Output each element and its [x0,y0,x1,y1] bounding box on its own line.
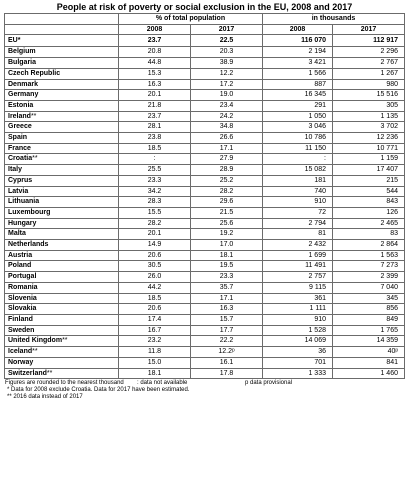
thousands-2008: 14 069 [263,336,333,347]
pct-2017: 20.3 [191,47,263,58]
pct-2017: 18.1 [191,250,263,261]
thousands-2008: 1 566 [263,68,333,79]
country-cell [5,272,119,283]
header-year: 2017 [191,24,263,35]
country-cell [5,314,119,325]
pct-2017: 16.3 [191,304,263,315]
country-name: Bulgaria [8,59,37,67]
header-year: 2008 [119,24,191,35]
table-row [5,282,405,293]
thousands-2017: 1 460 [333,368,405,379]
country-name: Norway [8,358,34,366]
footnotes [5,380,407,401]
thousands-2008: : [263,154,333,165]
country-cell [5,325,119,336]
country-name: Romania [8,283,38,291]
country-name: Cyprus [8,176,33,184]
header-thousands-group: in thousands [263,14,405,25]
table-row [5,272,405,283]
pct-2008: 23.8 [119,133,191,144]
thousands-2008: 2 757 [263,272,333,283]
thousands-2017: 345 [333,293,405,304]
pct-2017: 19.5 [191,261,263,272]
table-row [5,325,405,336]
pct-2008: 18.1 [119,368,191,379]
table-row [5,143,405,154]
pct-2008: 28.2 [119,218,191,229]
note-provisional: p data provisional [245,380,293,387]
table-row [5,68,405,79]
thousands-2008: 10 786 [263,133,333,144]
country-cell [5,79,119,90]
thousands-2017: 856 [333,304,405,315]
thousands-2017: 215 [333,175,405,186]
country-name: Luxembourg [8,208,51,216]
pct-2008: 15.0 [119,357,191,368]
pct-2017: 24.2 [191,111,263,122]
pct-2008: : [119,154,191,165]
country-name: Spain [8,134,28,142]
thousands-2008: 1 528 [263,325,333,336]
table-row [5,186,405,197]
thousands-2017: 980 [333,79,405,90]
thousands-2008: 701 [263,357,333,368]
country-cell [5,165,119,176]
thousands-2017: 1 267 [333,68,405,79]
pct-2008: 15.5 [119,207,191,218]
country-cell [5,250,119,261]
thousands-2017: 14 359 [333,336,405,347]
poverty-table [4,13,405,379]
table-row [5,250,405,261]
thousands-2017: 15 516 [333,90,405,101]
pct-2017: 23.4 [191,100,263,111]
table-row [5,175,405,186]
country-cell [5,240,119,251]
pct-2008: 20.1 [119,90,191,101]
country-name: Denmark [8,80,38,88]
country-cell [5,90,119,101]
thousands-2008: 740 [263,186,333,197]
thousands-2008: 181 [263,175,333,186]
thousands-2017: 305 [333,100,405,111]
thousands-2008: 11 491 [263,261,333,272]
header-year: 2017 [333,24,405,35]
thousands-2017: 2 864 [333,240,405,251]
pct-2008: 16.7 [119,325,191,336]
pct-2017: 12.2ᵖ [191,347,263,358]
thousands-2017: 7 273 [333,261,405,272]
table-row [5,122,405,133]
pct-2017: 17.8 [191,368,263,379]
thousands-2008: 81 [263,229,333,240]
country-cell [5,47,119,58]
pct-2008: 14.9 [119,240,191,251]
pct-2008: 17.4 [119,314,191,325]
country-cell [5,336,119,347]
thousands-2017: 112 917 [333,35,405,47]
pct-2008: 20.1 [119,229,191,240]
pct-2017: 26.6 [191,133,263,144]
pct-2008: 18.5 [119,293,191,304]
table-row [5,111,405,122]
country-name: Lithuania [8,198,40,206]
header-year: 2008 [263,24,333,35]
country-name: EU* [5,35,119,47]
table-row [5,357,405,368]
table-row [5,100,405,111]
thousands-2008: 910 [263,314,333,325]
pct-2017: 22.2 [191,336,263,347]
thousands-2008: 16 345 [263,90,333,101]
country-name: Iceland [8,348,33,356]
eu-row [5,35,405,47]
table-row [5,368,405,379]
thousands-2008: 15 082 [263,165,333,176]
table-row [5,293,405,304]
table-row [5,304,405,315]
pct-2008: 30.5 [119,261,191,272]
country-cell [5,122,119,133]
pct-2017: 34.8 [191,122,263,133]
thousands-2008: 1 111 [263,304,333,315]
pct-2017: 17.1 [191,293,263,304]
pct-2017: 17.2 [191,79,263,90]
country-name: Portugal [8,273,37,281]
country-name: Netherlands [8,241,49,249]
thousands-2008: 1 333 [263,368,333,379]
year-corner-cell [5,24,119,35]
pct-2008: 23.7 [119,35,191,47]
table-row [5,347,405,358]
table-title: People at risk of poverty or social exclusion in the EU, 2008 and 2017 [56,2,353,12]
table-row [5,240,405,251]
note-eu: * Data for 2008 exclude Croatia. Data for 2017 have been estimated. [7,387,190,394]
country-cell [5,368,119,379]
thousands-2008: 291 [263,100,333,111]
thousands-2017: 2 767 [333,58,405,69]
thousands-2017: 2 465 [333,218,405,229]
note-2016: ** 2016 data instead of 2017 [7,394,83,401]
country-name: Slovenia [8,294,37,302]
country-name: Sweden [8,326,35,334]
country-cell [5,154,119,165]
country-name: United Kingdom [8,337,63,345]
thousands-2017: 2 399 [333,272,405,283]
country-name: Greece [8,123,32,131]
pct-2008: 26.0 [119,272,191,283]
country-cell [5,261,119,272]
country-name: Hungary [8,219,37,227]
country-name: Switzerland [8,369,47,377]
thousands-2008: 72 [263,207,333,218]
thousands-2008: 3 421 [263,58,333,69]
table-row [5,133,405,144]
thousands-2008: 2 794 [263,218,333,229]
country-cell [5,186,119,197]
pct-2017: 28.9 [191,165,263,176]
corner-cell [5,14,119,25]
pct-2017: 28.2 [191,186,263,197]
country-name: Malta [8,230,26,238]
pct-2008: 20.6 [119,304,191,315]
country-name: Poland [8,262,32,270]
thousands-2008: 3 046 [263,122,333,133]
table-row [5,165,405,176]
country-cell [5,175,119,186]
thousands-2017: 126 [333,207,405,218]
thousands-2017: 83 [333,229,405,240]
country-cell [5,282,119,293]
country-cell [5,229,119,240]
footnote-mark: ** [46,369,53,377]
table-row [5,79,405,90]
pct-2017: 19.2 [191,229,263,240]
pct-2017: 35.7 [191,282,263,293]
country-cell [5,218,119,229]
footnote-mark: ** [62,337,68,345]
pct-2017: 25.6 [191,218,263,229]
document-page [2,0,407,401]
header-percent-group: % of total population [119,14,263,25]
thousands-2017: 17 407 [333,165,405,176]
country-cell [5,293,119,304]
table-row [5,154,405,165]
pct-2017: 21.5 [191,207,263,218]
table-row [5,90,405,101]
thousands-2017: 1 563 [333,250,405,261]
table-row [5,58,405,69]
footnote-mark: ** [32,348,38,356]
table-row [5,218,405,229]
pct-2008: 15.3 [119,68,191,79]
country-cell [5,347,119,358]
pct-2008: 23.2 [119,336,191,347]
thousands-2017: 1 159 [333,154,405,165]
pct-2008: 44.8 [119,58,191,69]
pct-2008: 28.3 [119,197,191,208]
pct-2008: 16.3 [119,79,191,90]
country-name: Estonia [8,101,34,109]
country-cell [5,68,119,79]
table-row [5,229,405,240]
pct-2017: 12.2 [191,68,263,79]
country-cell [5,111,119,122]
pct-2017: 19.0 [191,90,263,101]
thousands-2008: 361 [263,293,333,304]
thousands-2008: 11 150 [263,143,333,154]
thousands-2008: 910 [263,197,333,208]
pct-2008: 25.5 [119,165,191,176]
pct-2008: 44.2 [119,282,191,293]
country-cell [5,197,119,208]
thousands-2017: 1 765 [333,325,405,336]
country-cell [5,357,119,368]
footnote-mark: ** [30,112,37,120]
note-not-available: : data not available [137,380,188,387]
thousands-2017: 40ᵖ [333,347,405,358]
pct-2017: 17.1 [191,143,263,154]
thousands-2017: 10 771 [333,143,405,154]
country-cell [5,304,119,315]
pct-2008: 23.7 [119,111,191,122]
country-name: Austria [8,251,33,259]
footnote-mark: ** [32,155,38,163]
country-cell [5,58,119,69]
pct-2017: 17.7 [191,325,263,336]
thousands-2017: 1 135 [333,111,405,122]
thousands-2008: 36 [263,347,333,358]
pct-2008: 18.5 [119,143,191,154]
country-name: Germany [8,91,39,99]
thousands-2008: 2 432 [263,240,333,251]
country-name: Ireland [8,112,31,120]
country-name: France [8,144,31,152]
thousands-2008: 887 [263,79,333,90]
note-rounding: Figures are rounded to the nearest thousand [5,380,124,387]
pct-2008: 23.3 [119,175,191,186]
thousands-2008: 2 194 [263,47,333,58]
country-name: Slovakia [8,305,37,313]
country-cell [5,143,119,154]
thousands-2017: 12 236 [333,133,405,144]
pct-2017: 25.2 [191,175,263,186]
thousands-2017: 843 [333,197,405,208]
country-cell [5,133,119,144]
pct-2008: 20.8 [119,47,191,58]
table-row [5,314,405,325]
pct-2017: 22.5 [191,35,263,47]
pct-2008: 28.1 [119,122,191,133]
thousands-2017: 849 [333,314,405,325]
country-cell [5,100,119,111]
country-name: Finland [8,315,33,323]
thousands-2008: 9 115 [263,282,333,293]
thousands-2008: 116 070 [263,35,333,47]
table-row [5,197,405,208]
pct-2008: 20.6 [119,250,191,261]
thousands-2017: 2 296 [333,47,405,58]
pct-2008: 34.2 [119,186,191,197]
table-row [5,47,405,58]
thousands-2017: 3 702 [333,122,405,133]
thousands-2017: 7 040 [333,282,405,293]
country-name: Italy [8,166,23,174]
pct-2017: 38.9 [191,58,263,69]
country-name: Czech Republic [8,69,61,77]
table-row [5,336,405,347]
pct-2008: 21.8 [119,100,191,111]
pct-2017: 27.9 [191,154,263,165]
thousands-2017: 544 [333,186,405,197]
table-row [5,261,405,272]
pct-2017: 23.3 [191,272,263,283]
thousands-2017: 841 [333,357,405,368]
table-row [5,207,405,218]
country-cell [5,207,119,218]
pct-2008: 11.8 [119,347,191,358]
thousands-2008: 1 050 [263,111,333,122]
pct-2017: 15.7 [191,314,263,325]
pct-2017: 16.1 [191,357,263,368]
thousands-2008: 1 699 [263,250,333,261]
pct-2017: 17.0 [191,240,263,251]
country-name: Belgium [8,48,36,56]
country-name: Latvia [8,187,29,195]
country-name: Croatia [8,155,33,163]
pct-2017: 29.6 [191,197,263,208]
